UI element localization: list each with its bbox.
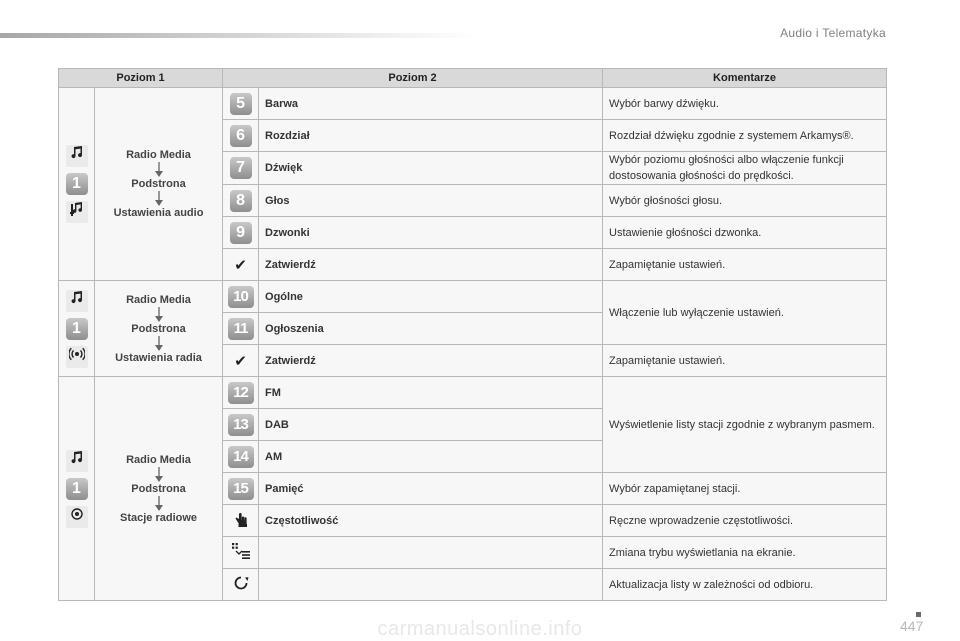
callout-number: 15 <box>228 478 254 500</box>
touch-hand-icon <box>232 510 250 528</box>
row-comment: Wyświetlenie listy stacji zgodnie z wybranym pasmem. <box>603 377 887 473</box>
row-comment: Wybór poziomu głośności albo włączenie funkcji dostosowania głośności do prędkości. <box>603 152 887 185</box>
arrow-down-icon <box>154 496 164 511</box>
row-comment: Ręczne wprowadzenie częstotliwości. <box>603 505 887 537</box>
row-label: Zatwierdź <box>259 249 603 281</box>
callout-number: 6 <box>230 125 252 147</box>
row-label <box>259 569 603 601</box>
settings-table <box>58 68 887 601</box>
radio-settings-icon <box>66 346 88 368</box>
group2-path <box>95 281 223 377</box>
callout-number: 9 <box>230 222 252 244</box>
header-gradient-bar <box>0 33 480 38</box>
group3-icons <box>59 377 95 601</box>
section-title: Audio i Telematyka <box>780 26 886 40</box>
row-label: Rozdział <box>259 120 603 152</box>
page-marker <box>916 612 921 617</box>
row-comment: Włączenie lub wyłączenie ustawień. <box>603 281 887 345</box>
row-label: AM <box>259 441 603 473</box>
row-comment: Ustawienie głośności dzwonka. <box>603 217 887 249</box>
path-radio-media: Radio Media <box>126 453 191 466</box>
callout-number: 8 <box>230 190 252 212</box>
callout-number: 10 <box>228 286 254 308</box>
display-mode-icon <box>231 542 251 560</box>
callout-number: 12 <box>228 382 254 404</box>
callout-number: 13 <box>228 414 254 436</box>
arrow-down-icon <box>154 467 164 482</box>
row-comment: Zmiana trybu wyświetlania na ekranie. <box>603 537 887 569</box>
checkmark-icon: ✔ <box>234 352 247 370</box>
row-label: FM <box>259 377 603 409</box>
callout-number: 14 <box>228 446 254 468</box>
group2-icons <box>59 281 95 377</box>
path-radio-settings: Ustawienia radia <box>115 351 202 364</box>
row-label: Ogłoszenia <box>259 313 603 345</box>
row-comment: Wybór barwy dźwięku. <box>603 88 887 120</box>
arrow-down-icon <box>154 191 164 206</box>
row-label <box>259 537 603 569</box>
arrow-down-icon <box>154 307 164 322</box>
group3-path <box>95 377 223 601</box>
callout-number: 5 <box>230 93 252 115</box>
row-label: Zatwierdź <box>259 345 603 377</box>
music-note-icon <box>66 290 88 312</box>
callout-number: 7 <box>230 157 252 179</box>
arrow-down-icon <box>154 162 164 177</box>
path-audio-settings: Ustawienia audio <box>113 207 204 219</box>
path-radio-media: Radio Media <box>126 293 191 306</box>
music-note-icon <box>66 450 88 472</box>
group3-badge: 1 <box>66 478 88 500</box>
arrow-down-icon <box>154 336 164 351</box>
row-comment: Zapamiętanie ustawień. <box>603 249 887 281</box>
path-subpage: Podstrona <box>131 322 186 335</box>
radio-stations-icon <box>66 506 88 528</box>
row-label: Ogólne <box>259 281 603 313</box>
callout-number: 11 <box>228 318 254 340</box>
row-comment: Zapamiętanie ustawień. <box>603 345 887 377</box>
watermark: carmanualsonline.info <box>377 618 583 640</box>
row-comment: Wybór zapamiętanej stacji. <box>603 473 887 505</box>
row-comment: Aktualizacja listy w zależności od odbioru. <box>603 569 887 601</box>
row-label: Częstotliwość <box>259 505 603 537</box>
group1-badge: 1 <box>66 173 88 195</box>
row-label: Głos <box>259 185 603 217</box>
row-comment: Rozdział dźwięku zgodnie z systemem Arkamys®. <box>603 120 887 152</box>
path-subpage: Podstrona <box>131 178 186 190</box>
page-number: 447 <box>900 618 924 634</box>
row-label: Barwa <box>259 88 603 120</box>
row-label: DAB <box>259 409 603 441</box>
path-radio-media: Radio Media <box>126 149 191 161</box>
row-label: Dzwonki <box>259 217 603 249</box>
header-comments: Komentarze <box>603 69 887 88</box>
music-note-icon <box>66 145 88 167</box>
path-radio-stations: Stacje radiowe <box>119 511 198 524</box>
checkmark-icon: ✔ <box>234 256 247 274</box>
group1-path <box>95 88 223 281</box>
row-label: Pamięć <box>259 473 603 505</box>
header-level1: Poziom 1 <box>59 69 223 88</box>
row-comment: Wybór głośności głosu. <box>603 185 887 217</box>
group1-icons <box>59 88 95 281</box>
header-level2: Poziom 2 <box>223 69 603 88</box>
refresh-icon <box>232 574 250 592</box>
path-subpage: Podstrona <box>131 482 186 495</box>
group2-badge: 1 <box>66 318 88 340</box>
row-label: Dźwięk <box>259 152 603 185</box>
audio-settings-icon <box>66 201 88 223</box>
